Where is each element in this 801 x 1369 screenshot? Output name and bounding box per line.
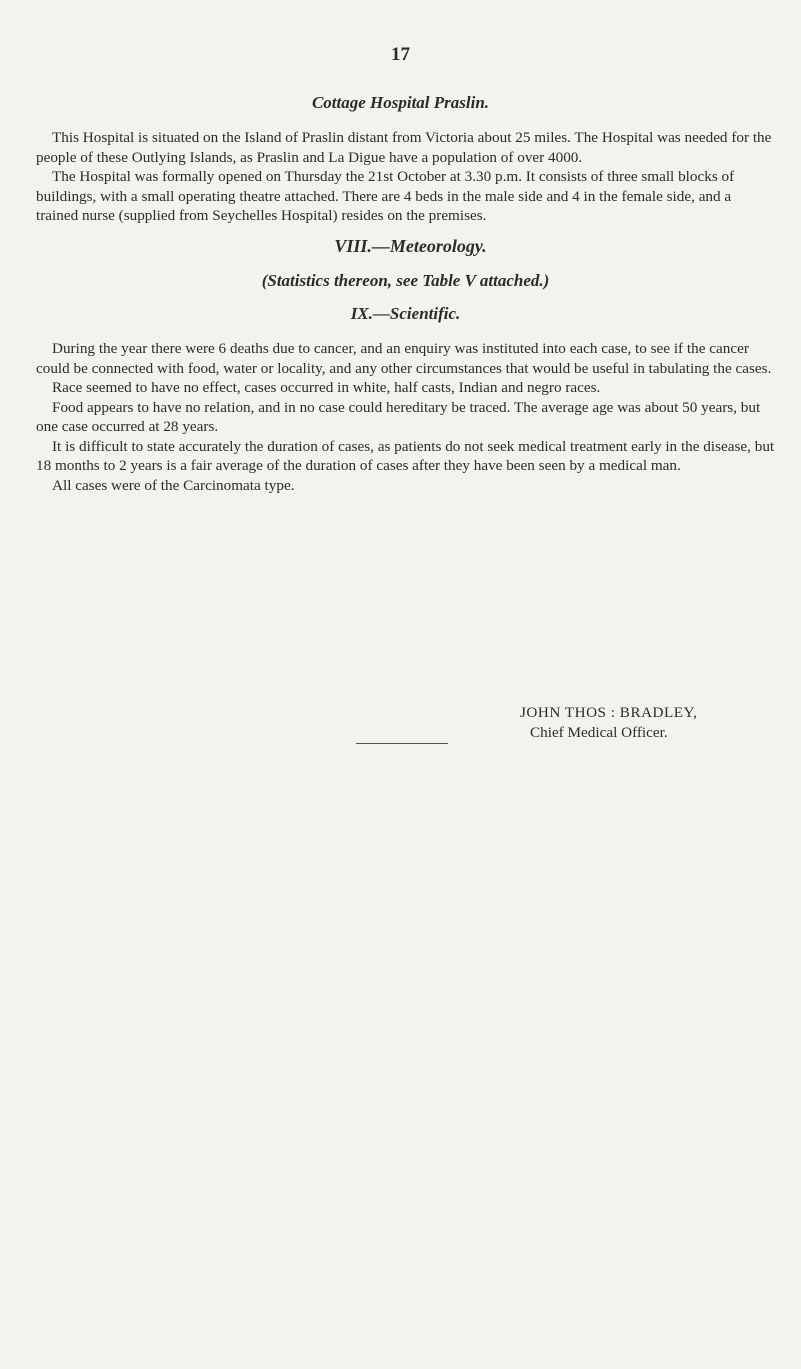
paragraph: This Hospital is situated on the Island of Praslin distant from Victoria about 25 miles. The Hospital was needed for the people of these Outlying Islands, as Praslin and La Digue have a population of over 4000. xyxy=(36,129,772,166)
statistics-note: (Statistics thereon, see Table V attached.) xyxy=(261,271,550,290)
signature-block xyxy=(520,703,697,742)
meteorology-heading: VIII.—Meteorology. xyxy=(334,236,487,256)
signature-name: JOHN THOS : BRADLEY, xyxy=(520,704,698,721)
scientific-heading: IX.—Scientific. xyxy=(350,304,461,323)
paragraph: All cases were of the Carcinomata type. xyxy=(52,476,295,494)
paragraph: The Hospital was formally opened on Thursday the 21st October at 3.30 p.m. It consists of three small blocks of buildings, with a small operating theatre attached. There are 4 beds in the male side and 4 in the female side, and a trained nurse (supplied from Seychelles Hospital) resides on the premises. xyxy=(36,168,735,224)
paragraph: Race seemed to have no effect, cases occurred in white, half casts, Indian and negro races. xyxy=(52,379,601,396)
signature-title: Chief Medical Officer. xyxy=(530,723,668,741)
cottage-hospital-heading: Cottage Hospital Praslin. xyxy=(311,93,490,112)
closing-rule xyxy=(356,743,448,744)
scientific-text xyxy=(36,339,776,495)
page-number: 17 xyxy=(391,44,410,65)
paragraph: During the year there were 6 deaths due to cancer, and an enquiry was instituted into each case, to see if the cancer could be connected with food, water or locality, and any other circumstances that would be useful in tabulating the cases. xyxy=(36,340,772,377)
paragraph: Food appears to have no relation, and in no case could hereditary be traced. The average age was about 50 years, but one case occurred at 28 years. xyxy=(36,398,761,435)
cottage-hospital-text xyxy=(36,128,776,226)
paragraph: It is difficult to state accurately the duration of cases, as patients do not seek medical treatment early in the disease, but 18 months to 2 years is a fair average of the duration of cases after they have been seen by a medical man. xyxy=(36,437,775,474)
